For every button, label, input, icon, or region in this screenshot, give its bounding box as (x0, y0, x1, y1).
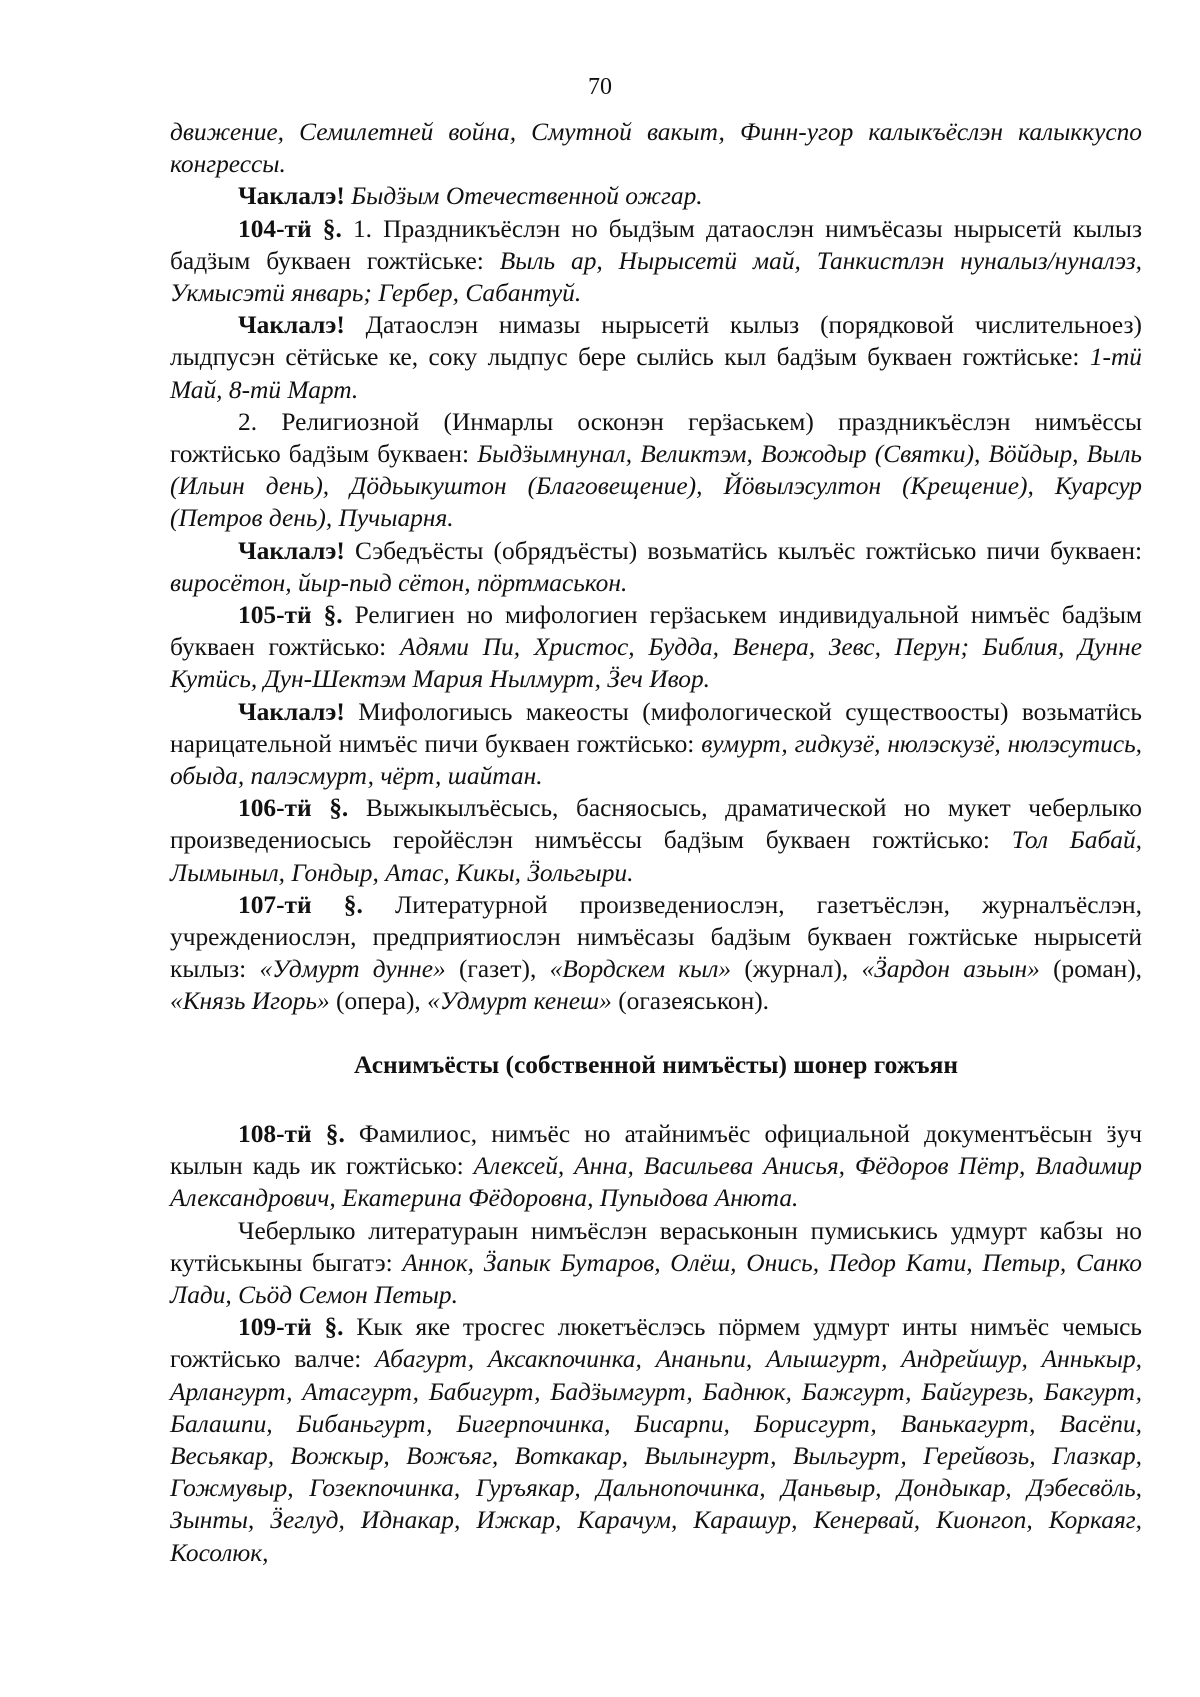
italic-text: Абагурт, Аксакпочинка, Ананьпи, Алышгурт, Андрейшур, Аннькыр, Арлангурт, Атасгурт, Бабигурт, Бадӟымгурт, Баднюк, Бажгурт, Байгурезь, Бакгурт, Балашпи, Бибаньгурт, Бигерпочинка, Бисарпи, Борисгурт, Ванькагурт, Васёпи, Весьякар, Вожкыр, Вожъяг, Воткакар, Вылынгурт, Выльгурт, Герейвозь, Глазкар, Гожмувыр, Гозекпочинка, Гуръякар, Дальнопочинка, Даньвыр, Дондыкар, Дэбесвӧль, Зынты, Ӟеглуд, Иднакар, Ижкар, Карачум, Карашур, Кенервай, Кионгоп, Коркаяг, Косолюк, (170, 1345, 1142, 1567)
paragraph-note (170, 535, 1142, 599)
note-label: Чаклалэ! (238, 182, 345, 211)
paragraph-107 (170, 889, 1142, 1018)
paragraph-continuation (170, 116, 1142, 180)
paragraph-text: (газет), (445, 955, 550, 984)
paragraph-text: Выжыкылъёсысь, басняосысь, драматической но мукет чеберлыко произведениосысь геройёслэн нимъёссы бадӟым букваен гожтӥсько: (170, 794, 1142, 855)
section-label: 104-тӥ §. (238, 214, 342, 243)
italic-text: Адями Пи, Христос, Будда, Венера, Зевс, Перун; Библия, Дунне Кутӥсь, Дун-Шектэм Мария Нылмурт, Ӟеч Ивор. (170, 633, 1142, 694)
paragraph-text: Мифологиысь макеосты (мифологической существоосты) возьматӥсь нарицательной нимъёс пичи букваен гожтӥсько: (170, 697, 1142, 758)
paragraph-text: Религиен но мифологиен герӟаськем индивидуальной нимъёс бадӟым букваен гожтӥсько: (170, 601, 1142, 662)
paragraph-text: (журнал), (731, 955, 862, 984)
italic-text: «Ӟардон азьын» (861, 955, 1040, 984)
paragraph-text: Чеберлыко литератураын нимъёслэн вераськонын пумиськись удмурт кабзы но кутӥськыны быгатэ: (170, 1216, 1142, 1277)
italic-text: Выль ар, Нырысетӥ май, Танкистлэн нуналыз/нуналэз, Укмысэтӥ январь; Гербер, Сабантуй. (170, 246, 1142, 308)
section-label: 108-тӥ §. (238, 1119, 345, 1148)
section-label: 105-тӥ §. (238, 601, 343, 630)
paragraph-text: Фамилиос, нимъёс но атайнимъёс официальной документъёсын ӟуч кылын кадь ик гожтӥсько: (170, 1119, 1142, 1181)
section-label: 109-тӥ §. (238, 1313, 344, 1342)
paragraph-105 (170, 599, 1142, 696)
paragraph-109 (170, 1311, 1142, 1569)
paragraph-note (170, 696, 1142, 793)
paragraph-text: (роман), (1039, 955, 1142, 984)
paragraph-108-cont (170, 1215, 1142, 1312)
note-label: Чаклалэ! (238, 536, 345, 565)
section-label: 106-тӥ §. (238, 794, 349, 823)
paragraph-note (170, 180, 1142, 212)
paragraph-text: (огазеяськон). (611, 987, 770, 1016)
paragraph-text: Литературной произведениослэн, газетъёслэн, журналъёслэн, учреждениослэн, предприятиослэн нимъёсазы бадӟым букваен гожтӥське нырысетӥ кылыз: (170, 890, 1142, 984)
paragraph-text: Сэбедъёсты (обрядъёсты) возьматӥсь кылъёс гожтӥсько пичи букваен: (344, 536, 1142, 565)
italic-text: Быдӟым Отечественной ожгар. (344, 182, 703, 211)
note-label: Чаклалэ! (238, 697, 345, 726)
italic-text: вумурт, гидкузё, нюлэскузё, нюлэсутись, обыда, палэсмурт, чёрт, шайтан. (170, 729, 1142, 791)
paragraph-104-2 (170, 406, 1142, 535)
paragraph-text: 2. Религиозной (Инмарлы осконэн герӟаськем) праздникъёслэн нимъёссы гожтӥсько бадӟым букваен: (170, 407, 1142, 469)
italic-text: Аннок, Ӟапык Бутаров, Олёш, Онись, Педор Кати, Петыр, Санко Лади, Сьӧд Семон Петыр. (170, 1248, 1142, 1309)
paragraph-104 (170, 213, 1142, 310)
page-number: 70 (588, 74, 612, 100)
paragraph-108 (170, 1118, 1142, 1215)
italic-text: 1-тӥ Май, 8-тӥ Март. (170, 343, 1142, 404)
note-label: Чаклалэ! (238, 311, 345, 340)
paragraph-text: Кык яке тросгес люкетъёслэсь пӧрмем удмурт инты нимъёс чемысь гожтӥсько валче: (170, 1313, 1142, 1374)
italic-text: Тол Бабай, Лымыныл, Гондыр, Атас, Кикы, Ӟольгыри. (170, 826, 1142, 887)
paragraph-106 (170, 792, 1142, 889)
paragraph-text: 1. Праздникъёслэн но быдӟым датаослэн нимъёсазы нырысетӥ кылыз бадӟым букваен гожтӥське: (170, 214, 1142, 275)
italic-text: Быдӟымнунал, Великтэм, Вожодыр (Святки), Вӧйдыр, Выль (Ильин день), Дӧдьыкуштон (Благовещение), Йӧвылэсултон (Крещение), Куарсур (Петров день), Пучыарня. (170, 440, 1142, 533)
paragraph-text: Датаослэн нимазы нырысетӥ кылыз (порядковой числительноез) лыдпусэн сётӥське ке, соку лыдпус бере сылӥсь кыл бадӟым букваен гожтӥське: (170, 311, 1142, 372)
italic-text: «Князь Игорь» (170, 987, 330, 1016)
paragraph-note (170, 309, 1142, 406)
section-label: 107-тӥ §. (238, 890, 363, 919)
italic-text: «Удмурт дунне» (259, 955, 446, 984)
italic-text: «Вордскем кыл» (549, 955, 732, 984)
italic-text: виросётон, йыр-пыд сётон, пӧртмаськон. (170, 568, 628, 597)
section-heading: Аснимъёсты (собственной нимъёсты) шонер гожъян (354, 1050, 958, 1079)
paragraph-text: (опера), (329, 987, 428, 1016)
italic-text: «Удмурт кенеш» (427, 987, 612, 1016)
italic-text: движение, Семилетней война, Смутной вакыт, Финн-угор калыкъёслэн калыккуспо конгрессы. (170, 118, 1142, 179)
document-body (170, 116, 1142, 1569)
italic-text: Алексей, Анна, Васильева Анисья, Фёдоров Пётр, Владимир Александрович, Екатерина Фёдоровна, Пупыдова Анюта. (170, 1152, 1142, 1213)
